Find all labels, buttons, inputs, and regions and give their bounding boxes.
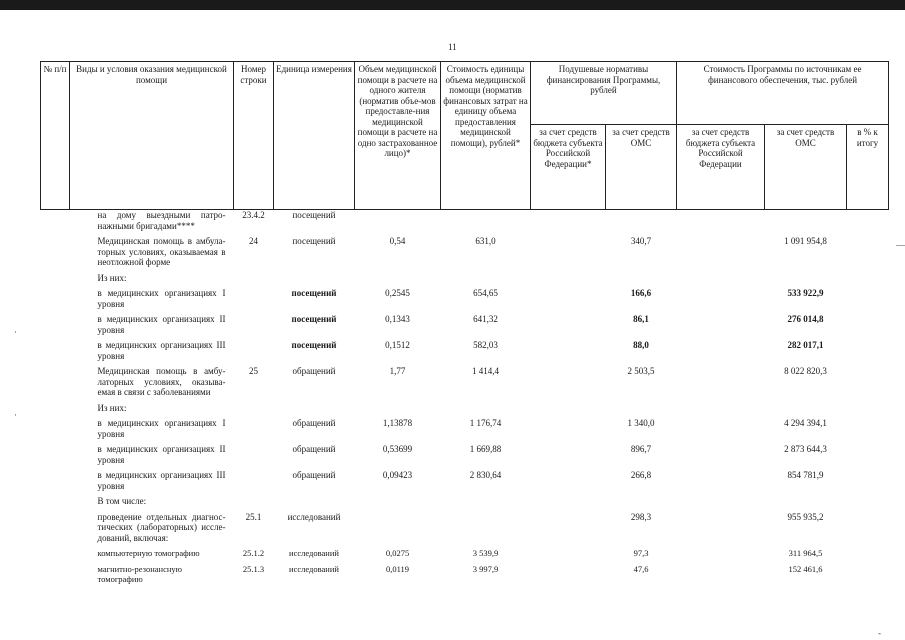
cell-program-budget [677, 288, 765, 309]
table-row [41, 418, 889, 439]
table-row [41, 273, 889, 284]
cell-volume: 0,53699 [382, 444, 413, 454]
table-row [41, 366, 889, 398]
cell-program-percent [847, 496, 889, 507]
cell-row-number [234, 288, 274, 309]
cell-volume: 1,13878 [382, 418, 413, 428]
header-kind: Виды и условия оказания медицинской помощи [70, 62, 234, 210]
cell-program-oms: 282 017,1 [787, 340, 824, 350]
cell-program-oms [765, 496, 847, 507]
cell-row-number: 23.4.2 [242, 210, 265, 220]
cell-volume [355, 403, 441, 414]
cell-unit: посещений [291, 340, 337, 350]
cell-volume: 0,2545 [385, 288, 410, 298]
cell-per-capita-budget [531, 340, 606, 361]
cell-unit-cost: 654,65 [473, 288, 498, 298]
table-header [41, 62, 889, 210]
table-row [41, 470, 889, 491]
cell-program-budget [677, 564, 765, 585]
cell-program-oms: 533 922,9 [787, 288, 824, 298]
cell-num [41, 403, 70, 414]
cell-row-number [234, 444, 274, 465]
header-per-capita-budget: за счет средств бюджета субъекта Российской Федерации* [531, 125, 606, 210]
table-row [41, 210, 889, 232]
cell-num [41, 512, 70, 544]
header-program-oms: за счет средств ОМС [765, 125, 847, 210]
cell-program-percent [847, 548, 889, 559]
cell-program-budget [677, 512, 765, 544]
cell-program-percent [847, 366, 889, 398]
cell-row-number [234, 340, 274, 361]
cell-program-oms: 1 091 954,8 [784, 236, 827, 246]
cell-per-capita-budget [531, 548, 606, 559]
header-program-budget: за счет средств бюджета субъекта Российской Федерации [677, 125, 765, 210]
cell-unit-cost: 1 176,74 [469, 418, 502, 428]
cell-unit-cost: 641,32 [473, 314, 498, 324]
cell-unit: обращений [292, 470, 336, 480]
cell-row-number [234, 496, 274, 507]
cell-per-capita-oms [606, 496, 677, 507]
cell-volume: 0,1512 [385, 340, 410, 350]
cell-per-capita-budget [531, 314, 606, 335]
cell-unit-cost: 3 997,9 [472, 563, 499, 574]
cell-program-budget [677, 366, 765, 398]
cell-num [41, 470, 70, 491]
cell-per-capita-budget [531, 288, 606, 309]
cell-program-budget [677, 418, 765, 439]
cell-desc: проведение отдельных диагнос-тических (лабораторных) иссле-дований, включая: [97, 511, 226, 543]
cell-program-oms: 955 935,2 [787, 511, 824, 522]
cell-volume: 0,09423 [382, 470, 413, 480]
cell-per-capita-oms [606, 210, 677, 232]
cell-num [41, 444, 70, 465]
cell-row-number [234, 418, 274, 439]
cell-unit-cost: 1 669,88 [469, 444, 502, 454]
cell-program-percent [847, 512, 889, 544]
cell-desc: В том числе: [97, 496, 147, 506]
cell-unit [274, 403, 355, 414]
cell-program-budget [677, 470, 765, 491]
cell-per-capita-budget [531, 403, 606, 414]
cell-num [41, 314, 70, 335]
cell-num [41, 496, 70, 507]
cell-unit: посещений [292, 236, 336, 246]
cell-per-capita-budget [531, 564, 606, 585]
cell-unit: обращений [292, 418, 336, 428]
scan-mark: — [896, 240, 905, 250]
cell-unit-cost: 2 830,64 [469, 470, 502, 480]
cell-num [41, 288, 70, 309]
cell-program-oms [765, 210, 847, 232]
cell-num [41, 548, 70, 559]
cell-per-capita-oms: 1 340,0 [627, 418, 655, 428]
header-volume: Объем медицинской помощи в расчете на одного жителя (норматив объе-мов предоставле-ния медицинской помощи в расчете на одно застрахованное лицо)* [355, 62, 441, 210]
cell-program-oms: 8 022 820,3 [784, 366, 827, 376]
cell-desc: на дому выездными патро-нажными бригадами**** [97, 210, 226, 231]
cell-desc: Из них: [97, 272, 127, 283]
cell-unit: исследований [289, 548, 339, 558]
table-body [41, 210, 889, 585]
cell-unit-cost: 1 414,4 [472, 366, 499, 376]
cell-desc: в медицинских организациях II уровня [97, 444, 226, 465]
cell-unit-cost: 3 539,9 [472, 548, 499, 558]
cell-program-percent [847, 273, 889, 284]
header-num: № п/п [41, 62, 70, 210]
cell-desc: в медицинских организациях III уровня [97, 470, 226, 491]
cell-row-number: 25.1.3 [242, 563, 265, 574]
cell-num [41, 418, 70, 439]
cell-unit: исследований [287, 511, 341, 522]
header-unit-cost: Стоимость единицы объема медицинской помощи (норматив финансовых затрат на единицу объема предоставления медицинской помощи), рублей* [441, 62, 531, 210]
cell-per-capita-oms: 166,6 [630, 288, 652, 298]
table-row [41, 314, 889, 335]
cell-desc: в медицинских организациях I уровня [97, 418, 226, 439]
cell-program-budget [677, 403, 765, 414]
cell-per-capita-oms: 298,3 [630, 511, 652, 522]
cell-volume [355, 496, 441, 507]
cell-num [41, 236, 70, 268]
cell-per-capita-oms: 97,3 [633, 548, 649, 558]
cell-volume [355, 512, 441, 544]
cell-unit-cost: 631,0 [475, 236, 496, 246]
cell-volume: 0,0275 [385, 548, 410, 558]
cell-row-number [234, 314, 274, 335]
scan-mark: · [14, 327, 17, 337]
cell-row-number: 25.1.2 [242, 548, 265, 558]
page-number: 11 [448, 42, 457, 52]
cell-volume [355, 210, 441, 232]
cell-num [41, 340, 70, 361]
cell-unit-cost [441, 496, 531, 507]
cell-row-number [234, 403, 274, 414]
table-row [41, 564, 889, 585]
cell-desc: в медицинских организациях II уровня [97, 314, 226, 335]
cell-unit: посещений [291, 288, 337, 298]
cell-row-number [234, 273, 274, 284]
cell-program-oms: 152 461,6 [788, 563, 823, 574]
cell-volume: 0,1343 [385, 314, 410, 324]
scan-border [0, 0, 905, 10]
cell-volume: 0,54 [389, 236, 406, 246]
cell-desc: Медицинская помощь в амбула-торных условиях, оказываемая в неотложной форме [97, 236, 226, 267]
table-row [41, 512, 889, 544]
header-per-capita: Подушевые нормативы финансирования Программы, рублей [531, 62, 677, 125]
cell-per-capita-oms: 86,1 [633, 314, 649, 324]
cell-num [41, 366, 70, 398]
cell-program-oms: 4 294 394,1 [784, 418, 827, 428]
cell-program-percent [847, 288, 889, 309]
cell-program-percent [847, 564, 889, 585]
cell-unit-cost: 582,03 [473, 340, 498, 350]
header-program-percent: в % к итогу [847, 125, 889, 210]
cell-per-capita-budget [531, 444, 606, 465]
cell-unit: обращений [292, 444, 336, 454]
cell-program-oms: 2 873 644,3 [784, 444, 827, 454]
cell-desc: Из них: [97, 402, 127, 413]
cell-program-budget [677, 340, 765, 361]
cell-program-budget [677, 236, 765, 268]
cell-per-capita-budget [531, 236, 606, 268]
cell-desc: Медицинская помощь в амбу-латорных условиях, оказыва-емая в связи с заболеваниями [97, 366, 226, 397]
cell-unit: посещений [291, 314, 337, 324]
cell-row-number: 25.1 [245, 511, 262, 522]
cell-per-capita-budget [531, 210, 606, 232]
cell-program-oms: 276 014,8 [787, 314, 824, 324]
cell-per-capita-oms: 47,6 [633, 563, 649, 574]
cell-program-percent [847, 314, 889, 335]
cell-program-percent [847, 470, 889, 491]
scan-mark: · [14, 410, 17, 420]
cell-program-oms [765, 403, 847, 414]
cell-desc: в медицинских организациях III уровня [97, 340, 226, 361]
cell-unit [274, 496, 355, 507]
cell-program-percent [847, 418, 889, 439]
medical-care-table [40, 61, 889, 585]
cell-unit-cost [441, 512, 531, 544]
cell-unit-cost [441, 403, 531, 414]
cell-program-oms: 854 781,9 [787, 470, 824, 480]
cell-per-capita-oms: 266,8 [630, 470, 652, 480]
cell-program-budget [677, 444, 765, 465]
cell-program-percent [847, 210, 889, 232]
table-row [41, 444, 889, 465]
table-row [41, 288, 889, 309]
cell-per-capita-budget [531, 366, 606, 398]
cell-row-number: 24 [249, 236, 258, 246]
cell-per-capita-budget [531, 496, 606, 507]
table-row [41, 403, 889, 414]
cell-program-oms: 311 964,5 [788, 548, 823, 558]
cell-volume [355, 273, 441, 284]
cell-program-oms [765, 273, 847, 284]
cell-program-percent [847, 340, 889, 361]
cell-program-percent [847, 444, 889, 465]
cell-per-capita-budget [531, 512, 606, 544]
cell-per-capita-oms: 2 503,5 [627, 366, 655, 376]
cell-per-capita-oms: 896,7 [630, 444, 652, 454]
header-program-cost: Стоимость Программы по источникам ее финансового обеспечения, тыс. рублей [677, 62, 889, 125]
cell-num [41, 273, 70, 284]
cell-per-capita-oms [606, 273, 677, 284]
cell-unit-cost [441, 210, 531, 232]
cell-desc: магнитно-резонансную томографию [97, 563, 182, 584]
cell-unit-cost [441, 273, 531, 284]
cell-program-percent [847, 236, 889, 268]
scan-mark: - [878, 628, 881, 638]
cell-volume: 1,77 [389, 366, 406, 376]
cell-per-capita-budget [531, 418, 606, 439]
cell-unit [274, 273, 355, 284]
cell-unit: обращений [292, 366, 336, 376]
cell-unit: посещений [292, 210, 336, 220]
cell-per-capita-oms: 88,0 [633, 340, 649, 350]
cell-per-capita-budget [531, 273, 606, 284]
cell-per-capita-oms: 340,7 [630, 236, 652, 246]
cell-volume: 0,0119 [385, 563, 410, 574]
cell-unit: исследований [289, 563, 339, 574]
cell-program-budget [677, 548, 765, 559]
table-row [41, 496, 889, 507]
header-per-capita-oms: за счет средств ОМС [606, 125, 677, 210]
cell-row-number: 25 [249, 366, 258, 376]
header-unit: Единица измерения [274, 62, 355, 210]
cell-num [41, 564, 70, 585]
cell-desc: в медицинских организациях I уровня [97, 288, 226, 309]
cell-program-budget [677, 273, 765, 284]
table-row [41, 236, 889, 268]
cell-per-capita-oms [606, 403, 677, 414]
cell-program-budget [677, 496, 765, 507]
cell-program-budget [677, 210, 765, 232]
cell-desc: компьютерную томографию [97, 548, 200, 558]
table-row [41, 548, 889, 559]
cell-program-budget [677, 314, 765, 335]
cell-num [41, 210, 70, 232]
cell-row-number [234, 470, 274, 491]
cell-program-percent [847, 403, 889, 414]
table-row [41, 340, 889, 361]
header-row-number: Номер строки [234, 62, 274, 210]
cell-per-capita-budget [531, 470, 606, 491]
